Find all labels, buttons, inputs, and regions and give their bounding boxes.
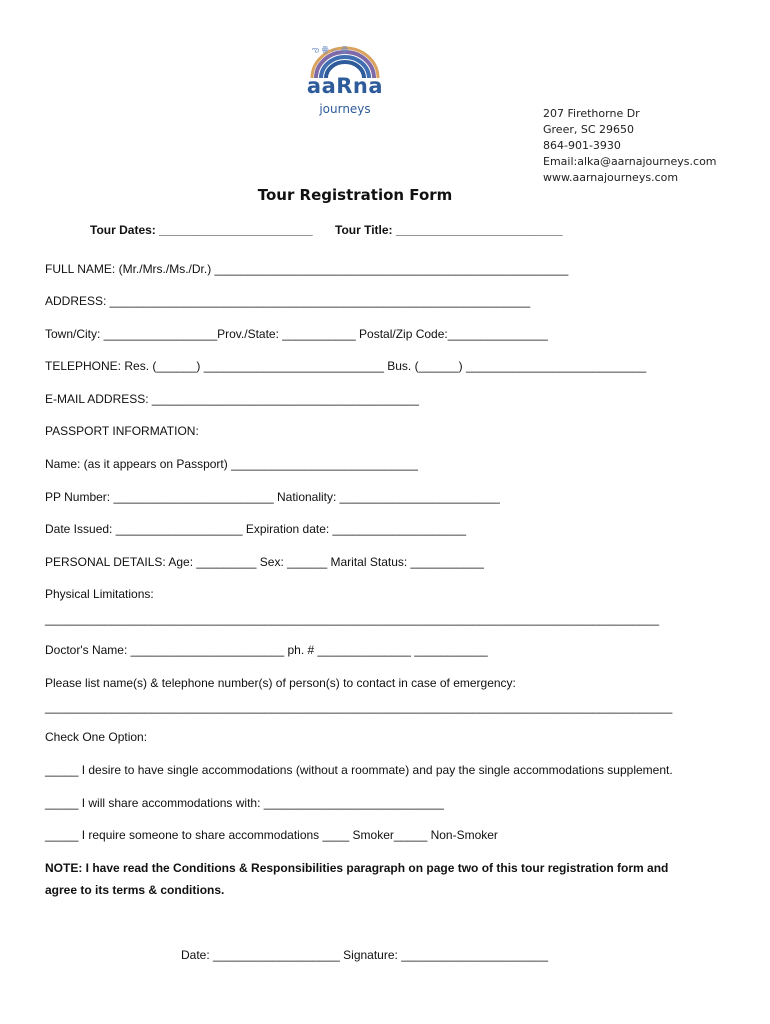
emergency-contact-line[interactable]: ______________________________________________________________________________________________ <box>45 700 673 714</box>
contact-block <box>543 106 717 186</box>
passport-info-heading: PASSPORT INFORMATION: <box>45 424 199 438</box>
pp-number-field[interactable]: PP Number: ________________________ Nationality: ________________________ <box>45 490 500 504</box>
contact-phone: 864-901-3930 <box>543 139 621 152</box>
town-city-field[interactable]: Town/City: _________________Prov./State: ___________ Postal/Zip Code:_______________ <box>45 327 548 341</box>
logo-name: aaRna <box>306 74 384 98</box>
doctor-field[interactable]: Doctor's Name: _______________________ ph. # ______________ ___________ <box>45 643 488 657</box>
contact-email: Email:alka@aarnajourneys.com <box>543 155 717 168</box>
form-title: Tour Registration Form <box>257 186 453 204</box>
note-line-1: NOTE: I have read the Conditions & Responsibilities paragraph on page two of this tour registration form and <box>45 861 669 875</box>
logo-tagline: journeys <box>319 102 371 116</box>
check-option-heading: Check One Option: <box>45 730 148 744</box>
note-line-2: agree to its terms & conditions. <box>45 883 225 897</box>
contact-city: Greer, SC 29650 <box>543 123 635 136</box>
physical-limitations-label: Physical Limitations: <box>45 587 154 601</box>
date-issued-field[interactable]: Date Issued: ___________________ Expiration date: ____________________ <box>45 522 467 536</box>
telephone-field[interactable]: TELEPHONE: Res. (______) ___________________________ Bus. (______) ___________________________ <box>45 359 647 373</box>
emergency-contact-label: Please list name(s) & telephone number(s) of person(s) to contact in case of emergency: <box>45 676 516 690</box>
svg-text:ఌ ꙮ ෴ ꙮ: ఌ ꙮ ෴ ꙮ <box>312 45 349 54</box>
contact-website: www.aarnajourneys.com <box>543 171 679 184</box>
date-signature-field[interactable]: Date: ___________________ Signature: ______________________ <box>181 948 549 962</box>
tour-title-field[interactable]: Tour Title: _________________________ <box>335 223 563 237</box>
address-field[interactable]: ADDRESS: _______________________________________________________________ <box>45 294 531 308</box>
tour-dates-field[interactable]: Tour Dates: _______________________ <box>90 223 313 237</box>
contact-address: 207 Firethorne Dr <box>543 107 640 120</box>
option-require[interactable]: _____ I require someone to share accommodations ____ Smoker_____ Non-Smoker <box>45 828 498 842</box>
passport-name-field[interactable]: Name: (as it appears on Passport) ____________________________ <box>45 457 418 471</box>
option-single[interactable]: _____ I desire to have single accommodations (without a roommate) and pay the single accommodations supplement. <box>45 763 673 777</box>
full-name-field[interactable]: FULL NAME: (Mr./Mrs./Ms./Dr.) _____________________________________________________ <box>45 262 569 276</box>
personal-details-field[interactable]: PERSONAL DETAILS: Age: _________ Sex: ______ Marital Status: ___________ <box>45 555 484 569</box>
aarna-logo <box>300 40 390 120</box>
email-field[interactable]: E-MAIL ADDRESS: ________________________________________ <box>45 392 419 406</box>
physical-limitations-line[interactable]: ____________________________________________________________________________________________ <box>45 612 659 626</box>
option-share[interactable]: _____ I will share accommodations with: ___________________________ <box>45 796 444 810</box>
